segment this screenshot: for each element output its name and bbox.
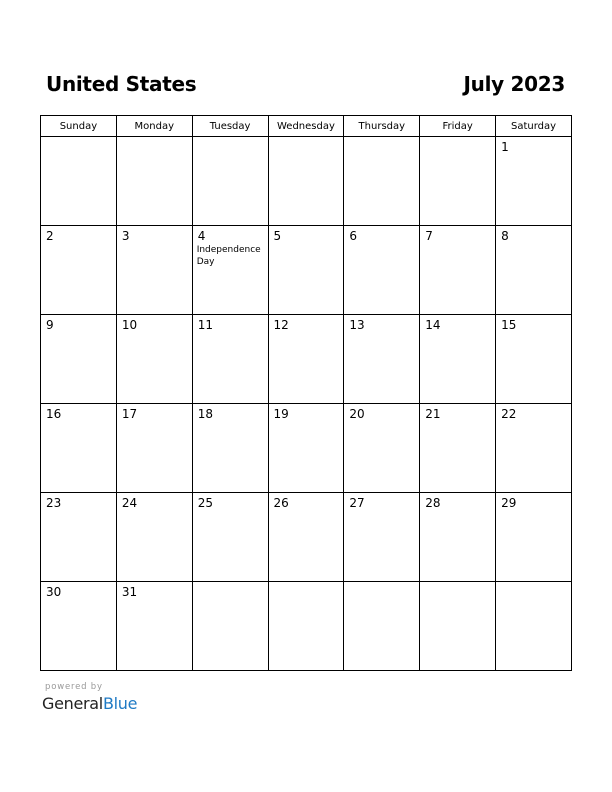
day-number: 25	[197, 496, 213, 510]
holiday-label: Independence Day	[196, 245, 261, 267]
day-cell	[420, 226, 496, 315]
day-cell	[344, 493, 420, 582]
weekday-header: Thursday	[344, 116, 420, 137]
day-number	[344, 582, 419, 586]
week-row	[41, 582, 572, 671]
day-number: 29	[501, 496, 517, 510]
day-number: 23	[46, 496, 62, 510]
day-cell	[496, 404, 572, 493]
day-cell	[192, 404, 268, 493]
day-number: 30	[46, 585, 62, 599]
day-number: 8	[501, 229, 509, 243]
day-number: 18	[197, 407, 213, 421]
day-cell	[268, 137, 344, 226]
day-cell	[344, 137, 420, 226]
day-number	[269, 137, 344, 141]
day-cell	[116, 493, 192, 582]
day-cell	[496, 582, 572, 671]
logo-text-general: General	[42, 694, 103, 713]
weekday-header: Wednesday	[268, 116, 344, 137]
day-cell	[192, 582, 268, 671]
day-number: 5	[273, 229, 282, 243]
weekday-header: Tuesday	[192, 116, 268, 137]
day-number: 15	[501, 318, 517, 332]
day-number: 4	[197, 229, 206, 243]
day-cell	[116, 137, 192, 226]
day-number: 27	[349, 496, 365, 510]
day-cell	[344, 315, 420, 404]
day-cell	[192, 137, 268, 226]
day-number	[496, 582, 571, 586]
day-number: 3	[121, 229, 130, 243]
day-number: 2	[46, 229, 54, 243]
day-number	[193, 582, 268, 586]
weekday-header: Friday	[420, 116, 496, 137]
day-number: 22	[501, 407, 517, 421]
day-number: 11	[197, 318, 213, 332]
day-number: 26	[273, 496, 289, 510]
day-number: 13	[349, 318, 365, 332]
week-row	[41, 315, 572, 404]
day-cell	[420, 315, 496, 404]
day-number: 31	[121, 585, 138, 599]
day-cell	[420, 404, 496, 493]
day-cell	[41, 404, 117, 493]
day-number: 17	[121, 407, 138, 421]
day-cell	[41, 315, 117, 404]
day-cell	[41, 226, 117, 315]
day-cell	[496, 137, 572, 226]
day-number: 1	[501, 140, 509, 154]
day-cell	[192, 493, 268, 582]
week-row	[41, 137, 572, 226]
day-cell	[41, 137, 117, 226]
day-cell	[116, 315, 192, 404]
day-number: 14	[425, 318, 441, 332]
day-number	[420, 582, 495, 586]
week-row	[41, 226, 572, 315]
day-cell	[496, 315, 572, 404]
day-number: 20	[349, 407, 365, 421]
day-cell	[41, 582, 117, 671]
day-cell	[116, 226, 192, 315]
day-cell	[41, 493, 117, 582]
day-cell	[496, 493, 572, 582]
day-number	[420, 137, 495, 141]
day-number: 12	[273, 318, 289, 332]
day-cell	[268, 582, 344, 671]
day-number: 10	[121, 318, 138, 332]
day-number: 7	[425, 229, 433, 243]
day-cell	[268, 226, 344, 315]
day-number: 21	[425, 407, 441, 421]
day-cell	[268, 493, 344, 582]
day-cell	[344, 226, 420, 315]
calendar-grid	[40, 115, 572, 671]
logo-text-blue: Blue	[102, 694, 138, 713]
country-title: United States	[46, 72, 197, 96]
day-cell	[344, 582, 420, 671]
day-cell	[116, 582, 192, 671]
day-number: 6	[349, 229, 358, 243]
month-year-title: July 2023	[463, 72, 565, 96]
day-number: 9	[46, 318, 54, 332]
day-cell	[268, 315, 344, 404]
weekday-header: Saturday	[496, 116, 572, 137]
day-cell	[420, 493, 496, 582]
day-number: 19	[273, 407, 289, 421]
weekday-header: Monday	[116, 116, 192, 137]
day-cell	[420, 137, 496, 226]
weekday-header-row	[41, 116, 572, 137]
day-number	[269, 582, 344, 586]
day-cell	[116, 404, 192, 493]
weekday-header: Sunday	[41, 116, 117, 137]
powered-by-label: powered by	[45, 682, 103, 692]
day-cell	[268, 404, 344, 493]
week-row	[41, 493, 572, 582]
generalblue-logo[interactable]	[42, 694, 137, 713]
day-number: 24	[121, 496, 138, 510]
day-cell	[192, 226, 268, 315]
day-number	[41, 137, 116, 141]
week-row	[41, 404, 572, 493]
day-number: 28	[425, 496, 441, 510]
day-number	[117, 137, 192, 141]
day-cell	[344, 404, 420, 493]
day-cell	[420, 582, 496, 671]
day-number	[344, 137, 419, 141]
day-number: 16	[46, 407, 62, 421]
day-number	[193, 137, 268, 141]
day-cell	[496, 226, 572, 315]
day-cell	[192, 315, 268, 404]
